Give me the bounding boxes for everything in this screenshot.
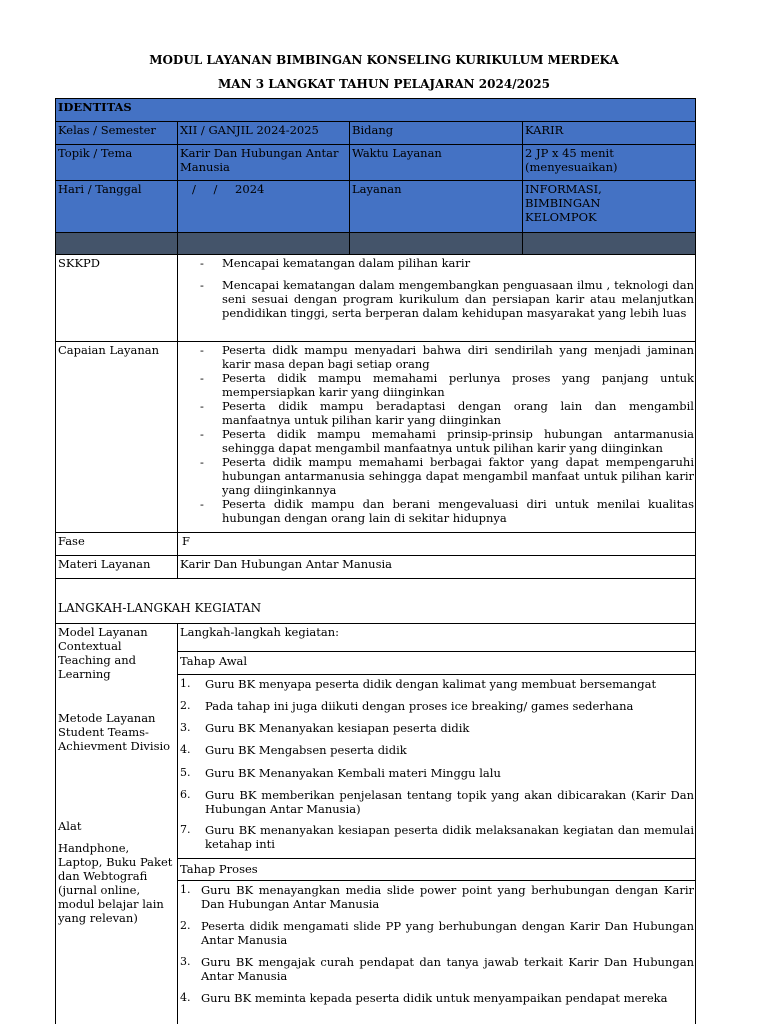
kelas-value: XII / GANJIL 2024-2025 [180, 123, 319, 137]
fase-label: Fase [58, 534, 85, 548]
alat-label: Alat [58, 819, 82, 833]
model-layanan: Model Layanan Contextual Teaching and Learning [58, 625, 148, 681]
hari-value: / / 2024 [192, 182, 265, 196]
identity-separator-band [55, 232, 695, 254]
skkpd-label: SKKPD [58, 256, 101, 270]
bidang-label: Bidang [352, 123, 394, 137]
fase-value: F [182, 534, 190, 548]
materi-value: Karir Dan Hubungan Antar Manusia [180, 557, 393, 571]
capaian-item: Peserta didik mampu dan berani mengevaluasi diri untuk menilai kualitas hubungan dengan orang lain di sekitar hidupnya [222, 497, 694, 525]
awal-item: Guru BK Mengabsen peserta didik [205, 743, 407, 757]
tahap-awal: Tahap Awal [180, 654, 248, 668]
proses-item: Peserta didik mengamati slide PP yang berhubungan dengan Karir Dan Hubungan Antar Manusia [201, 919, 694, 947]
capaian-item: Peserta didik mampu memahami berbagai faktor yang dapat mempengaruhi hubungan antarmanusia sehingga dapat mengambil manfaat untuk pilihan karir yang diinginkannya [222, 455, 694, 497]
tahap-proses: Tahap Proses [180, 862, 258, 876]
kegiatan-label: Langkah-langkah kegiatan: [180, 625, 339, 639]
capaian-label: Capaian Layanan [58, 343, 159, 357]
proses-item: Guru BK meminta kepada peserta didik untuk menyampaikan pendapat mereka [201, 991, 668, 1005]
proses-item: Guru BK menayangkan media slide power point yang berhubungan dengan Karir Dan Hubungan Antar Manusia [201, 883, 694, 911]
waktu-label: Waktu Layanan [352, 146, 442, 160]
topik-label: Topik / Tema [58, 146, 133, 160]
awal-item: Guru BK Menanyakan kesiapan peserta didik [205, 721, 470, 735]
kelas-label: Kelas / Semester [58, 123, 156, 137]
materi-label: Materi Layanan [58, 557, 151, 571]
awal-item: Guru BK memberikan penjelasan tentang topik yang akan dibicarakan (Karir Dan Hubungan Antar Manusia) [205, 788, 694, 816]
layanan-value: INFORMASI, BIMBINGAN KELOMPOK [525, 182, 602, 224]
skkpd-item: Mencapai kematangan dalam mengembangkan penguasaan ilmu , teknologi dan seni sesuai dengan program kurikulum dan persiapan karir atau melanjutkan pendidikan tinggi, serta berperan dalam kehidupan masyarakat yang lebih luas [222, 278, 694, 320]
document-title: MODUL LAYANAN BIMBINGAN KONSELING KURIKULUM MERDEKA [149, 53, 619, 67]
hari-label: Hari / Tanggal [58, 182, 142, 196]
proses-item: Guru BK mengajak curah pendapat dan tanya jawab terkait Karir Dan Hubungan Antar Manusia [201, 955, 694, 983]
topik-value: Karir Dan Hubungan Antar Manusia [180, 146, 339, 174]
document-subtitle: MAN 3 LANGKAT TAHUN PELAJARAN 2024/2025 [218, 77, 550, 91]
awal-item: Guru BK menanyakan kesiapan peserta didik melaksanakan kegiatan dan memulai ketahap inti [205, 823, 694, 851]
capaian-item: Peserta didk mampu menyadari bahwa diri sendirilah yang menjadi jaminan karir masa depan bagi setiap orang [222, 343, 694, 371]
layanan-label: Layanan [352, 182, 402, 196]
skkpd-item: Mencapai kematangan dalam pilihan karir [222, 256, 471, 270]
awal-item: Guru BK menyapa peserta didik dengan kalimat yang membuat bersemangat [205, 677, 657, 691]
awal-item: Pada tahap ini juga diikuti dengan proses ice breaking/ games sederhana [205, 699, 634, 713]
alat-value: Handphone, Laptop, Buku Paket dan Webtografi (jurnal online, modul belajar lain yang relevan) [58, 841, 173, 925]
bidang-value: KARIR [525, 123, 564, 137]
waktu-value: 2 JP x 45 menit (menyesuaikan) [525, 146, 618, 174]
capaian-item: Peserta didik mampu beradaptasi dengan orang lain dan mengambil manfaatnya untuk pilihan karir yang diinginkan [222, 399, 694, 427]
langkah-heading: LANGKAH-LANGKAH KEGIATAN [58, 601, 262, 615]
capaian-item: Peserta didik mampu memahami prinsip-prinsip hubungan antarmanusia sehingga dapat mengambil manfaatnya untuk pilihan karir yang diinginkan [222, 427, 694, 455]
awal-item: Guru BK Menanyakan Kembali materi Minggu lalu [205, 766, 501, 780]
capaian-item: Peserta didik mampu memahami perlunya proses yang panjang untuk mempersiapkan karir yang diinginkan [222, 371, 694, 399]
identity-heading: IDENTITAS [58, 100, 132, 114]
metode-layanan: Metode Layanan Student Teams-Achievment Divisio [58, 711, 171, 753]
